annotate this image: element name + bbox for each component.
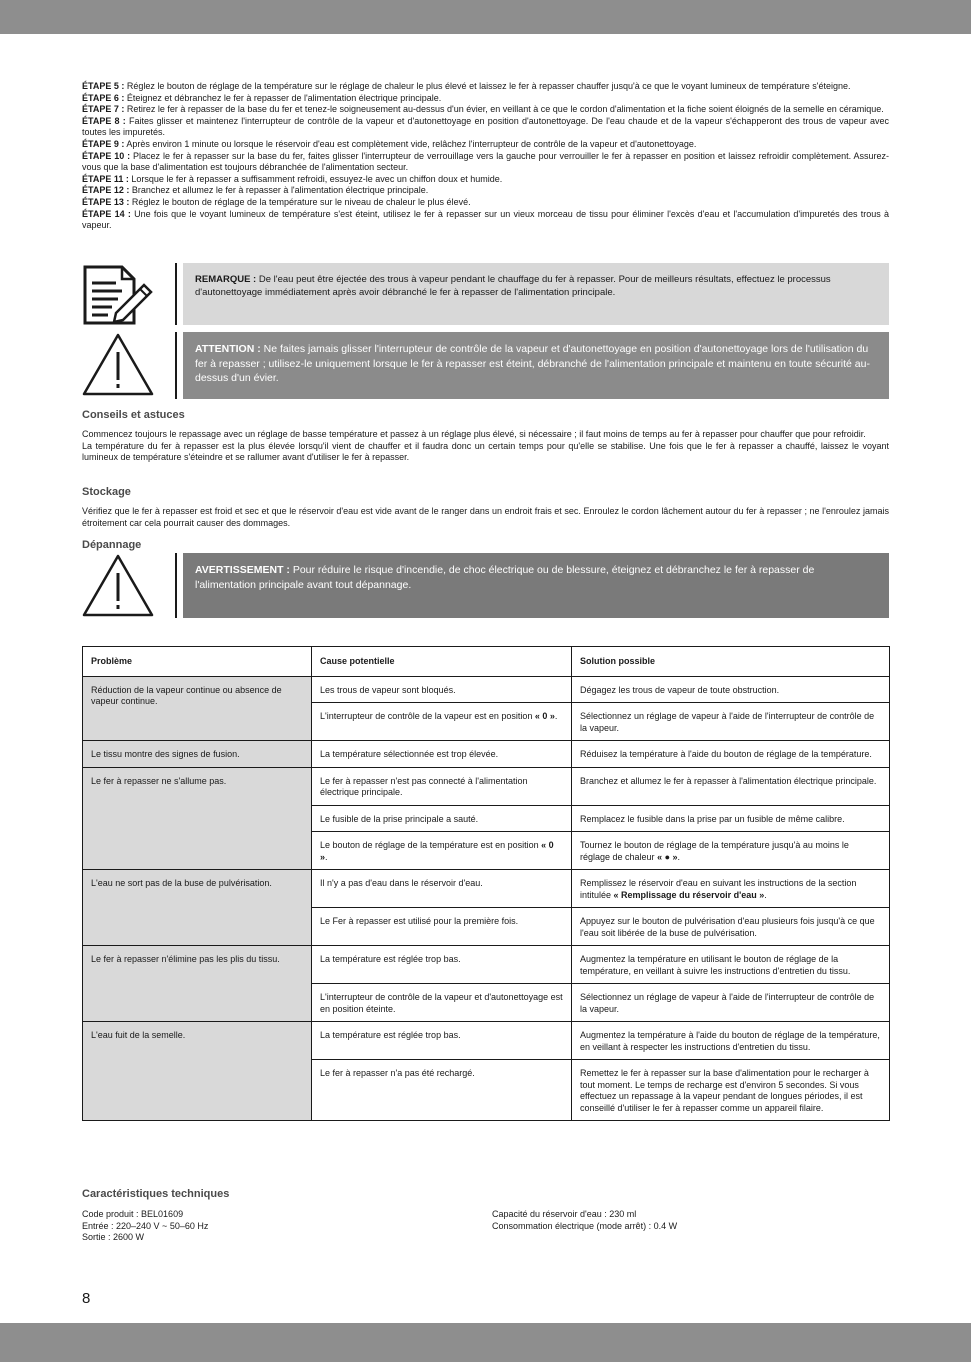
problem-cell: L'eau ne sort pas de la buse de pulvérisation. (83, 870, 312, 946)
note-box (183, 263, 889, 325)
column-header-cause: Cause potentielle (312, 647, 572, 677)
step-12: ÉTAPE 12 : Branchez et allumez le fer à repasser à l'alimentation électrique principale. (82, 185, 429, 196)
cause-cell: Le Fer à repasser est utilisé pour la première fois. (312, 908, 572, 946)
tips-section (82, 409, 889, 464)
caution-callout (82, 332, 889, 399)
warning-box (183, 553, 889, 618)
cause-cell: Le fer à repasser n'a pas été rechargé. (312, 1060, 572, 1121)
problem-cell: Le fer à repasser ne s'allume pas. (83, 767, 312, 870)
specs-left-column (82, 1209, 208, 1244)
solution-cell: Augmentez la température à l'aide du bouton de réglage de la température, en veillant à respecter les instructions d'entretien du tissu. (572, 1022, 890, 1060)
cause-cell: La température est réglée trop bas. (312, 1022, 572, 1060)
tips-paragraph: Commencez toujours le repassage avec un réglage de basse température et passez à un réglage plus élevé, si nécessaire ; il faut moins de temps au fer à repasser pour chauffer que pour refroidir. (82, 429, 866, 439)
spec-item: Consommation électrique (mode arrêt) : 0.4 W (492, 1220, 678, 1231)
solution-cell: Branchez et allumez le fer à repasser à l'alimentation électrique principale. (572, 767, 890, 805)
troubleshooting-title: Dépannage (82, 539, 142, 551)
solution-cell: Remplissez le réservoir d'eau en suivant les instructions de la section intitulée « Remplissage du réservoir d'eau ». (572, 870, 890, 908)
caution-box (183, 332, 889, 399)
tips-title: Conseils et astuces (82, 409, 185, 421)
table-row (83, 767, 890, 805)
step-5: ÉTAPE 5 : Réglez le bouton de réglage de la température sur le réglage de chaleur le plus élevé et laissez le fer à repasser chauffer jusqu'à ce que le voyant lumineux de température s'éteigne. (82, 81, 851, 91)
header-band (0, 0, 971, 34)
solution-cell: Remettez le fer à repasser sur la base d'alimentation pour le recharger à tout moment. Le temps de recharge est d'environ 5 secondes. Si vous effectuez un repassage à la vapeur pendant de longues périodes, il est conseillé d'utiliser le fer à repasser comme un appareil filaire. (572, 1060, 890, 1121)
steps-list (82, 81, 889, 232)
table-row (83, 870, 890, 908)
specs-right-column (492, 1209, 677, 1232)
warning-label: AVERTISSEMENT : (195, 564, 290, 576)
cause-cell: Il n'y a pas d'eau dans le réservoir d'eau. (312, 870, 572, 908)
step-7: ÉTAPE 7 : Retirez le fer à repasser de la base du fer et tenez-le soigneusement au-dessus d'un évier, en veillant à ce que le cordon d'alimentation et la fiche soient éloignés de la semelle en céramique. (82, 104, 884, 115)
table-row (83, 741, 890, 768)
cause-cell: La température est réglée trop bas. (312, 946, 572, 984)
callout-divider (175, 553, 177, 618)
cause-cell: L'interrupteur de contrôle de la vapeur et d'autonettoyage est en position éteinte. (312, 984, 572, 1022)
solution-cell: Remplacez le fusible dans la prise par un fusible de même calibre. (572, 805, 890, 832)
page-number: 8 (82, 1290, 91, 1307)
table-header-row (83, 647, 890, 677)
troubleshooting-table (82, 646, 890, 1121)
problem-cell: L'eau fuit de la semelle. (83, 1022, 312, 1121)
column-header-solution: Solution possible (572, 647, 890, 677)
spec-item: Entrée : 220–240 V ~ 50–60 Hz (82, 1220, 209, 1231)
step-8: ÉTAPE 8 : Faites glisser et maintenez l'interrupteur de contrôle de la vapeur et d'autonettoyage en position d'autonettoyage. De l'eau chaude et de la vapeur s'échapperont des trous de vapeur avec toutes les impuretés. (82, 115, 889, 138)
step-13: ÉTAPE 13 : Réglez le bouton de réglage de la température sur le niveau de chaleur le plus élevé. (82, 196, 471, 207)
step-6: ÉTAPE 6 : Éteignez et débranchez le fer à repasser de l'alimentation électrique principale. (82, 92, 442, 103)
caution-label: ATTENTION : (195, 343, 261, 355)
cause-cell: Le bouton de réglage de la température est en position « 0 ». (312, 832, 572, 870)
solution-cell: Augmentez la température en utilisant le bouton de réglage de la température, en veillant à suivre les instructions d'entretien du tissu. (572, 946, 890, 984)
warning-triangle-icon (82, 553, 154, 617)
tips-paragraph: La température du fer à repasser est la plus élevée lorsqu'il vient de chauffer et il faudra donc un certain temps pour qu'elle se stabilise. Une fois que le fer à repasser a chauffé, laissez le voyant lumineux de température s'éteindre et se rallumer avant d'utiliser le fer à repasser. (82, 440, 889, 463)
problem-cell: Le tissu montre des signes de fusion. (83, 741, 312, 768)
table-row (83, 1022, 890, 1060)
storage-section (82, 486, 889, 529)
solution-cell: Réduisez la température à l'aide du bouton de réglage de la température. (572, 741, 890, 768)
cause-cell: Les trous de vapeur sont bloqués. (312, 676, 572, 703)
footer-band (0, 1323, 971, 1362)
solution-cell: Sélectionnez un réglage de vapeur à l'aide de l'interrupteur de contrôle de la vapeur. (572, 703, 890, 741)
spec-item: Sortie : 2600 W (82, 1232, 145, 1243)
spec-item: Code produit : BEL01609 (82, 1209, 184, 1219)
note-pencil-icon (82, 263, 154, 327)
cause-cell: Le fer à repasser n'est pas connecté à l'alimentation électrique principale. (312, 767, 572, 805)
cause-cell: La température sélectionnée est trop élevée. (312, 741, 572, 768)
table-row (83, 946, 890, 984)
spec-item: Capacité du réservoir d'eau : 230 ml (492, 1209, 637, 1219)
cause-cell: L'interrupteur de contrôle de la vapeur est en position « 0 ». (312, 703, 572, 741)
caution-text: Ne faites jamais glisser l'interrupteur de contrôle de la vapeur et d'autonettoyage en position d'autonettoyage lors de l'utilisation du fer à repasser ; utilisez-le uniquement lorsque le fer à repasser est éteint, débranché de l'alimentation principale et maintenu en toute sécurité au-dessus d'un évier. (195, 343, 870, 384)
warning-triangle-icon (82, 332, 154, 396)
step-14: ÉTAPE 14 : Une fois que le voyant lumineux de température s'est éteint, utilisez le fer à repasser sur un vieux morceau de tissu pour éliminer l'excès d'eau et l'accumulation d'impuretés des trous à vapeur. (82, 208, 889, 231)
storage-title: Stockage (82, 486, 131, 498)
table-row (83, 676, 890, 703)
specs-title: Caractéristiques techniques (82, 1188, 230, 1200)
step-11: ÉTAPE 11 : Lorsque le fer à repasser a suffisamment refroidi, essuyez-le avec un chiffon doux et humide. (82, 173, 503, 184)
warning-text: Pour réduire le risque d'incendie, de choc électrique ou de blessure, éteignez et débranchez le fer à repasser de l'alimentation principale avant tout dépannage. (195, 564, 815, 591)
solution-cell: Appuyez sur le bouton de pulvérisation d'eau plusieurs fois jusqu'à ce que l'eau soit libérée de la buse de pulvérisation. (572, 908, 890, 946)
note-label: REMARQUE : (195, 274, 257, 285)
column-header-problem: Problème (83, 647, 312, 677)
cause-cell: Le fusible de la prise principale a sauté. (312, 805, 572, 832)
solution-cell: Dégagez les trous de vapeur de toute obstruction. (572, 676, 890, 703)
step-10: ÉTAPE 10 : Placez le fer à repasser sur la base du fer, faites glisser l'interrupteur de verrouillage vers la gauche pour verrouiller le fer à repasser en position et laissez refroidir complètement. Assurez-vous que la base d'alimentation est toujours débranchée de l'alimentation secteur. (82, 150, 889, 173)
note-text: De l'eau peut être éjectée des trous à vapeur pendant le chauffage du fer à repasser. Pour de meilleurs résultats, effectuez le processus d'autonettoyage immédiatement après avoir débranché le fer à repasser de l'alimentation principale. (195, 274, 831, 298)
problem-cell: Réduction de la vapeur continue ou absence de vapeur continue. (83, 676, 312, 741)
callout-divider (175, 332, 177, 399)
warning-callout (82, 553, 889, 618)
step-9: ÉTAPE 9 : Après environ 1 minute ou lorsque le réservoir d'eau est complètement vide, relâchez l'interrupteur de contrôle de la vapeur et d'autonettoyage. (82, 138, 697, 149)
problem-cell: Le fer à repasser n'élimine pas les plis du tissu. (83, 946, 312, 1022)
note-callout (82, 263, 889, 325)
specs-section (82, 1188, 889, 1243)
storage-text: Vérifiez que le fer à repasser est froid et sec et que le réservoir d'eau est vide avant de le ranger dans un endroit frais et sec. Enroulez le cordon lâchement autour du fer à repasser ; ne l'enroulez jamais étroitement car cela pourrait causer des dommages. (82, 506, 889, 528)
solution-cell: Sélectionnez un réglage de vapeur à l'aide de l'interrupteur de contrôle de la vapeur. (572, 984, 890, 1022)
callout-divider (175, 263, 177, 325)
solution-cell: Tournez le bouton de réglage de la température jusqu'à au moins le réglage de chaleur « ● ». (572, 832, 890, 870)
